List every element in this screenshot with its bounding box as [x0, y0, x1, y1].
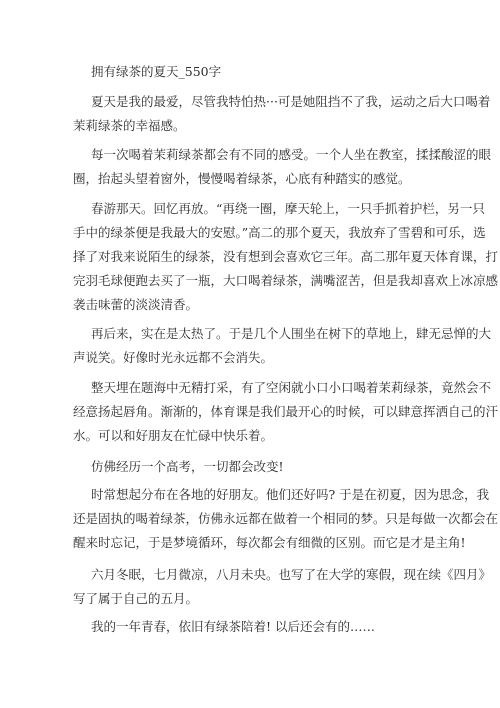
paragraph-line: 春游那天。回忆再放。“再绕一圈，摩天轮上，一只手抓着护栏，另一只: [91, 201, 485, 216]
paragraph-line: 圈，抬起头望着窗外，慢慢喝着绿茶，心底有种踏实的感觉。: [73, 171, 411, 186]
paragraph: [73, 322, 492, 370]
paragraph: [73, 483, 499, 555]
paragraph-line: 还是固执的喝着绿茶，仿佛永远都在做着一个相同的梦。只是每做一次都会在: [73, 511, 499, 526]
paragraph-line: 再后来，实在是太热了。于是几个人围坐在树下的草地上，肆无忌惮的大: [91, 326, 492, 341]
paragraph: [73, 197, 499, 317]
paragraph-line: 整天埋在题海中无精打采，有了空闲就小口小口喝着茉莉绿茶，竟然会不: [91, 380, 492, 395]
paragraph-line: 六月冬眠，七月微凉，八月未央。也写了在大学的寒假，现在续《四月》: [91, 567, 492, 582]
paragraph-line: 经意扬起唇角。渐渐的，体育课是我们最开心的时候，可以肆意挥洒自己的汗: [73, 404, 499, 419]
paragraph-line: 袭击味蕾的淡淡清香。: [73, 297, 199, 312]
paragraph-line: 声说笑。好像时光永远都不会消失。: [73, 350, 274, 365]
paragraph: [73, 143, 492, 191]
document-title: 拥有绿茶的夏天_550字: [91, 64, 222, 79]
paragraph-line: 时常想起分布在各地的好朋友。他们还好吗? 于是在初夏，因为思念，我: [91, 487, 490, 502]
paragraph: [73, 90, 491, 138]
paragraph-line: 完羽毛球便跑去买了一瓶，大口喝着绿茶，满嘴涩苦，但是我却喜欢上冰凉感: [73, 273, 499, 288]
paragraph-line: 夏天是我的最爱，尽管我特怕热···可是她阻挡不了我，运动之后大口喝着: [91, 94, 491, 109]
paragraph: [91, 615, 421, 639]
paragraph-line: 择了对我来说陌生的绿茶，没有想到会喜欢它三年。高二那年夏天体育课，打: [73, 249, 499, 264]
paragraph-line: 写了属于自己的五月。: [73, 591, 199, 606]
paragraph-line: 每一次喝着茉莉绿茶都会有不同的感受。一个人坐在教室，揉揉酸涩的眼: [91, 147, 492, 162]
paragraph: [73, 376, 499, 448]
paragraph: [91, 455, 421, 479]
paragraph-line: 手中的绿茶便是我最大的安慰。”高二的那个夏天，我放弃了雪碧和可乐，选: [73, 225, 486, 240]
paragraph-line: 茉莉绿茶的幸福感。: [73, 118, 186, 133]
paragraph: [73, 563, 492, 611]
paragraph-line: 仿佛经历一个高考，一切都会改变!: [91, 459, 284, 474]
paragraph-line: 醒来时忘记，于是梦境循环，每次都会有细微的区别。而它是才是主角!: [73, 535, 466, 550]
paragraph-line: 我的一年青春，依旧有绿茶陪着! 以后还会有的……: [91, 619, 375, 634]
paragraph-line: 水。可以和好朋友在忙碌中快乐着。: [73, 428, 274, 443]
